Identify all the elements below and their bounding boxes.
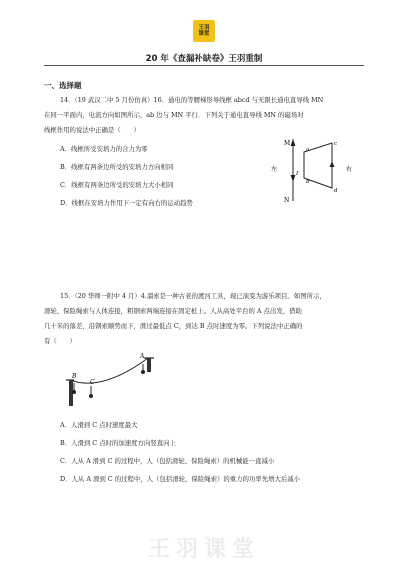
title-divider (44, 65, 364, 66)
brand-logo (193, 20, 215, 42)
label-m: M (284, 140, 291, 147)
q14-option-d: D．线框在安培力作用下一定有向右的运动趋势 (60, 199, 193, 207)
label-c: C (90, 379, 95, 386)
q14-circuit-figure (268, 135, 358, 205)
logo-text-line1: 王羽 (198, 24, 210, 31)
post-a (147, 358, 151, 372)
q14-option-c: C．线框有两条边所受的安培力大小相同 (60, 181, 174, 189)
loop-current-arrow (330, 161, 335, 167)
person-a (141, 370, 145, 374)
label-d: d (334, 188, 338, 194)
person-c (89, 394, 93, 398)
label-c: c (334, 141, 338, 147)
document-title: 20 年《查漏补缺卷》王羽重制 (145, 54, 263, 64)
q15-option-b: B．人滑到 C 点时的加速度方向竖直向上 (60, 439, 176, 447)
q15-option-a: A．人滑到 C 点时速度最大 (60, 421, 138, 429)
label-right: 右 (346, 166, 353, 173)
q15-stem-line2: 滑轮、保险绳索与人体连接，粗钢索两端连接在固定桩上。人从高处平台的 A 点出发，借助 (44, 307, 302, 315)
label-a: A (140, 353, 145, 360)
logo-text-line2: 课堂 (198, 31, 210, 37)
q14-option-a: A．线框所受安培力的合力为零 (60, 145, 148, 153)
label-a: a (306, 147, 310, 153)
label-b: B (72, 373, 77, 380)
q15-stem-line3: 几十米的落差，沿钢索顺势而下，滑过最低点 C，到达 B 点时速度为零。下列说法中正确的 (44, 322, 303, 330)
label-n: N (284, 197, 290, 204)
q14-stem-line1: 14．（19 武汉二中 5 月份仿真）16．通电的等腰梯形导线框 abcd 与无限长通电直导线 MN (60, 96, 324, 104)
q15-stem-line1: 15．（20 华师一附中 4 月）4.溜索是一种古老的渡河工具，现已演变为游乐项目。如图所示， (60, 292, 326, 300)
label-left: 左 (271, 166, 278, 173)
zipline-cable (70, 358, 148, 383)
section-heading: 一、选择题 (44, 81, 82, 90)
label-b: b (306, 179, 310, 185)
q15-zipline-figure (60, 350, 160, 410)
label-i: I (296, 171, 299, 177)
q15-option-d: D．人从 A 滑到 C 的过程中，人（包括滑轮、保险绳索）的重力的功率先增大后减小 (60, 475, 301, 483)
q14-option-b: B．线框有两条边所受的安培力方向相同 (60, 163, 174, 171)
q15-stem-line4: 有（ ） (44, 337, 76, 345)
watermark-text: 王羽课堂 (147, 537, 260, 562)
current-arrow-up (291, 139, 296, 146)
current-arrow-down (291, 175, 296, 182)
person-b (72, 390, 76, 394)
q15-option-c: C．人从 A 滑到 C 的过程中，人（包括滑轮、保险绳索）的机械能一直减小 (60, 457, 275, 465)
q14-stem-line3: 线框作用的说法中正确是（ ） (44, 126, 140, 134)
q14-stem-line2: 在同一平面内，电流方向如图所示，ab 边与 MN 平行．下列关于通电直导线 MN 的磁场对 (44, 111, 304, 119)
